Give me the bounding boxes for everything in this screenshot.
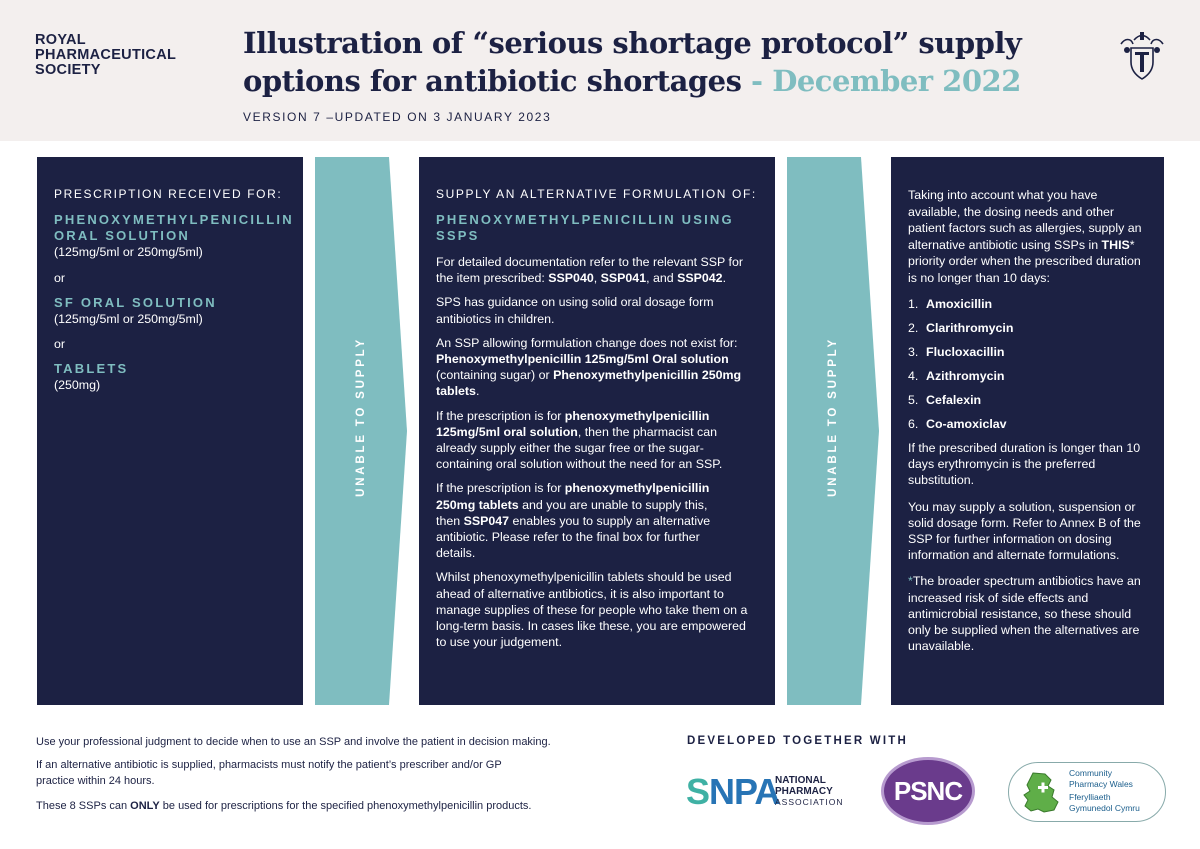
npa-line: ASSOCIATION: [775, 797, 844, 807]
list-item: [908, 296, 1149, 312]
npa-mark-s: S: [686, 771, 710, 812]
list-item: [908, 416, 1149, 432]
footer-judgment: Use your professional judgment to decide when to use an SSP and involve the patient in decision making.: [36, 736, 551, 748]
antibiotic-priority-list: [908, 296, 1149, 432]
antibiotic-name: Flucloxacillin: [926, 345, 1005, 359]
arrow-label: [349, 327, 373, 507]
npa-wordmark: [775, 776, 843, 808]
cpw-english: [1069, 768, 1133, 789]
item2-strength: (125mg/5ml or 250mg/5ml): [54, 311, 203, 326]
text: These 8 SSPs can: [36, 800, 131, 812]
npa-mark: [686, 772, 779, 812]
text: be used for prescriptions for the specified phenoxymethylpenicillin products.: [159, 800, 532, 812]
arrow-unable-to-supply-2: [787, 157, 879, 705]
list-item: [908, 344, 1149, 360]
item1-name: PHENOXYMETHYLPENICILLIN ORAL SOLUTION: [54, 212, 294, 243]
text: .: [475, 384, 480, 399]
alternative-formulation-panel: [419, 157, 775, 705]
arrow-label-text: UNABLE TO SUPPLY: [827, 337, 840, 497]
list-item: [908, 320, 1149, 336]
list-item: [908, 368, 1149, 384]
paragraph-judgement: Whilst phenoxymethylpenicillin tablets should be used ahead of alternative antibiotics, it is also important to manage supplies of these for people who take them on a long-term basis. In cases like these, you are empowered to use your judgement.: [436, 570, 748, 650]
developed-together-heading: DEVELOPED TOGETHER WITH: [687, 735, 908, 747]
paragraph-sps-guidance: SPS has guidance on using solid oral dosage form antibiotics in children.: [436, 295, 714, 326]
text: An SSP allowing formulation change does not exist for:: [436, 335, 738, 350]
text: enables you to supply an alternative antibiotic. Please refer to the final box for further details.: [436, 513, 711, 561]
crest-icon: [1117, 30, 1167, 82]
product-name: Phenoxymethylpenicillin 125mg/5ml Oral solution: [436, 352, 729, 367]
ssp-code: SSP047: [463, 513, 510, 528]
item3-strength: (250mg): [54, 378, 101, 392]
ssp-code: SSP042: [677, 271, 723, 286]
antibiotic-name: Azithromycin: [926, 369, 1005, 383]
list-number: 2.: [908, 321, 919, 335]
text: If the prescription is for: [436, 408, 565, 423]
list-item: [908, 392, 1149, 408]
text: For detailed documentation refer to the relevant SSP for the item prescribed:: [436, 255, 743, 286]
list-number: 6.: [908, 417, 919, 431]
paragraph-broad-spectrum-note: [908, 573, 1149, 654]
text: The broader spectrum antibiotics have an increased risk of side effects and antimicrobial resistance, so these should only be supplied when the alternatives are unavailable.: [908, 574, 1141, 654]
emphasis: ONLY: [130, 800, 160, 812]
list-number: 1.: [908, 297, 919, 311]
text: (containing sugar) or: [436, 368, 554, 383]
item2-name: SF ORAL SOLUTION: [54, 294, 217, 310]
cpw-line: Pharmacy Wales: [1069, 778, 1133, 789]
list-number: 3.: [908, 345, 919, 359]
alternative-caption: SUPPLY AN ALTERNATIVE FORMULATION OF:: [436, 187, 757, 201]
header: [0, 0, 1200, 141]
npa-line: NATIONAL: [775, 775, 826, 786]
footer-notify: If an alternative antibiotic is supplied, pharmacists must notify the patient’s prescriber and/or GP practice within 24 hours.: [36, 759, 502, 787]
emphasis: THIS: [1101, 237, 1130, 252]
antibiotic-name: Co-amoxiclav: [926, 417, 1007, 431]
cpw-welsh: [1069, 792, 1140, 813]
psnc-text: PSNC: [893, 775, 963, 806]
product-name: phenoxymethylpenicillin 125mg/5ml oral solution: [436, 408, 710, 439]
alternative-antibiotic-panel: [891, 157, 1164, 705]
item3-name: TABLETS: [54, 361, 129, 376]
arrow-unable-to-supply-1: [315, 157, 407, 705]
cpw-line: Community: [1069, 768, 1112, 778]
or-text: or: [54, 337, 66, 351]
arrow-label-text: UNABLE TO SUPPLY: [355, 337, 368, 497]
page-title: [243, 24, 1073, 100]
text: ,: [593, 271, 601, 286]
cpw-line: Gymunedol Cymru: [1069, 802, 1140, 813]
wales-map-icon: [1023, 771, 1063, 815]
title-main: Illustration of “serious shortage protocol” supply options for antibiotic shortages: [243, 26, 1022, 98]
antibiotic-name: Amoxicillin: [926, 297, 993, 311]
paragraph-documentation: [436, 254, 757, 286]
rps-logo: [35, 33, 176, 78]
title-sep: -: [741, 64, 773, 98]
paragraph-longer-duration: If the prescribed duration is longer than 10 days erythromycin is the preferred substitution.: [908, 441, 1141, 488]
paragraph-no-ssp: [436, 335, 757, 400]
text: Taking into account what you have available, the dosing needs and other patient factors such as allergies, supply an alternative antibiotic using SSPs in: [908, 188, 1142, 252]
cpw-logo: [1008, 762, 1166, 822]
list-number: 4.: [908, 369, 919, 383]
antibiotic-name: Clarithromycin: [926, 321, 1014, 335]
org-line-1: ROYAL: [35, 32, 86, 48]
text: If the prescription is for: [436, 481, 565, 496]
paragraph-dosage-forms: You may supply a solution, suspension or solid dosage form. Refer to Annex B of the SSP for further information on dosing information and alternate formulations.: [908, 499, 1141, 563]
paragraph-tablets: [436, 480, 757, 561]
text: * priority order when the prescribed duration is no longer than 10 days:: [908, 237, 1141, 285]
psnc-logo: [881, 757, 975, 825]
version-text: VERSION 7 –UPDATED ON 3 JANUARY 2023: [243, 110, 552, 124]
text: , then the pharmacist can already supply either the sugar free or the sugar-containing oral solution without the need for an SSP.: [436, 424, 723, 472]
ssp-code: SSP041: [600, 271, 647, 286]
npa-mark-letters: NPA: [709, 771, 780, 812]
cpw-line: Fferylliaeth: [1069, 792, 1111, 802]
product-name: Phenoxymethylpenicillin 250mg tablets: [436, 368, 742, 399]
org-line-2: PHARMACEUTICAL: [35, 47, 177, 63]
item1-strength: (125mg/5ml or 250mg/5ml): [54, 245, 203, 259]
asterisk: *: [908, 574, 913, 589]
text: , and: [646, 271, 678, 286]
alternative-heading: PHENOXYMETHYLPENICILLIN USING SSPS: [436, 212, 734, 243]
text: .: [722, 271, 727, 286]
npa-logo: [686, 772, 846, 812]
prescription-panel: [37, 157, 303, 705]
arrow-label: [821, 327, 845, 507]
list-number: 5.: [908, 393, 919, 407]
ssp-code: SSP040: [548, 271, 594, 286]
title-date: December 2022: [772, 64, 1021, 98]
footer-only: [36, 799, 636, 815]
antibiotic-intro: [908, 187, 1149, 286]
or-text: or: [54, 270, 66, 285]
text: and you are unable to supply this, then: [436, 497, 708, 528]
antibiotic-name: Cefalexin: [926, 393, 982, 407]
prescription-caption: PRESCRIPTION RECEIVED FOR:: [54, 187, 283, 201]
npa-line: PHARMACY: [775, 785, 833, 797]
product-name: phenoxymethylpenicillin 250mg tablets: [436, 481, 710, 512]
org-line-3: SOCIETY: [35, 62, 101, 78]
paragraph-oral-solution: [436, 408, 757, 473]
